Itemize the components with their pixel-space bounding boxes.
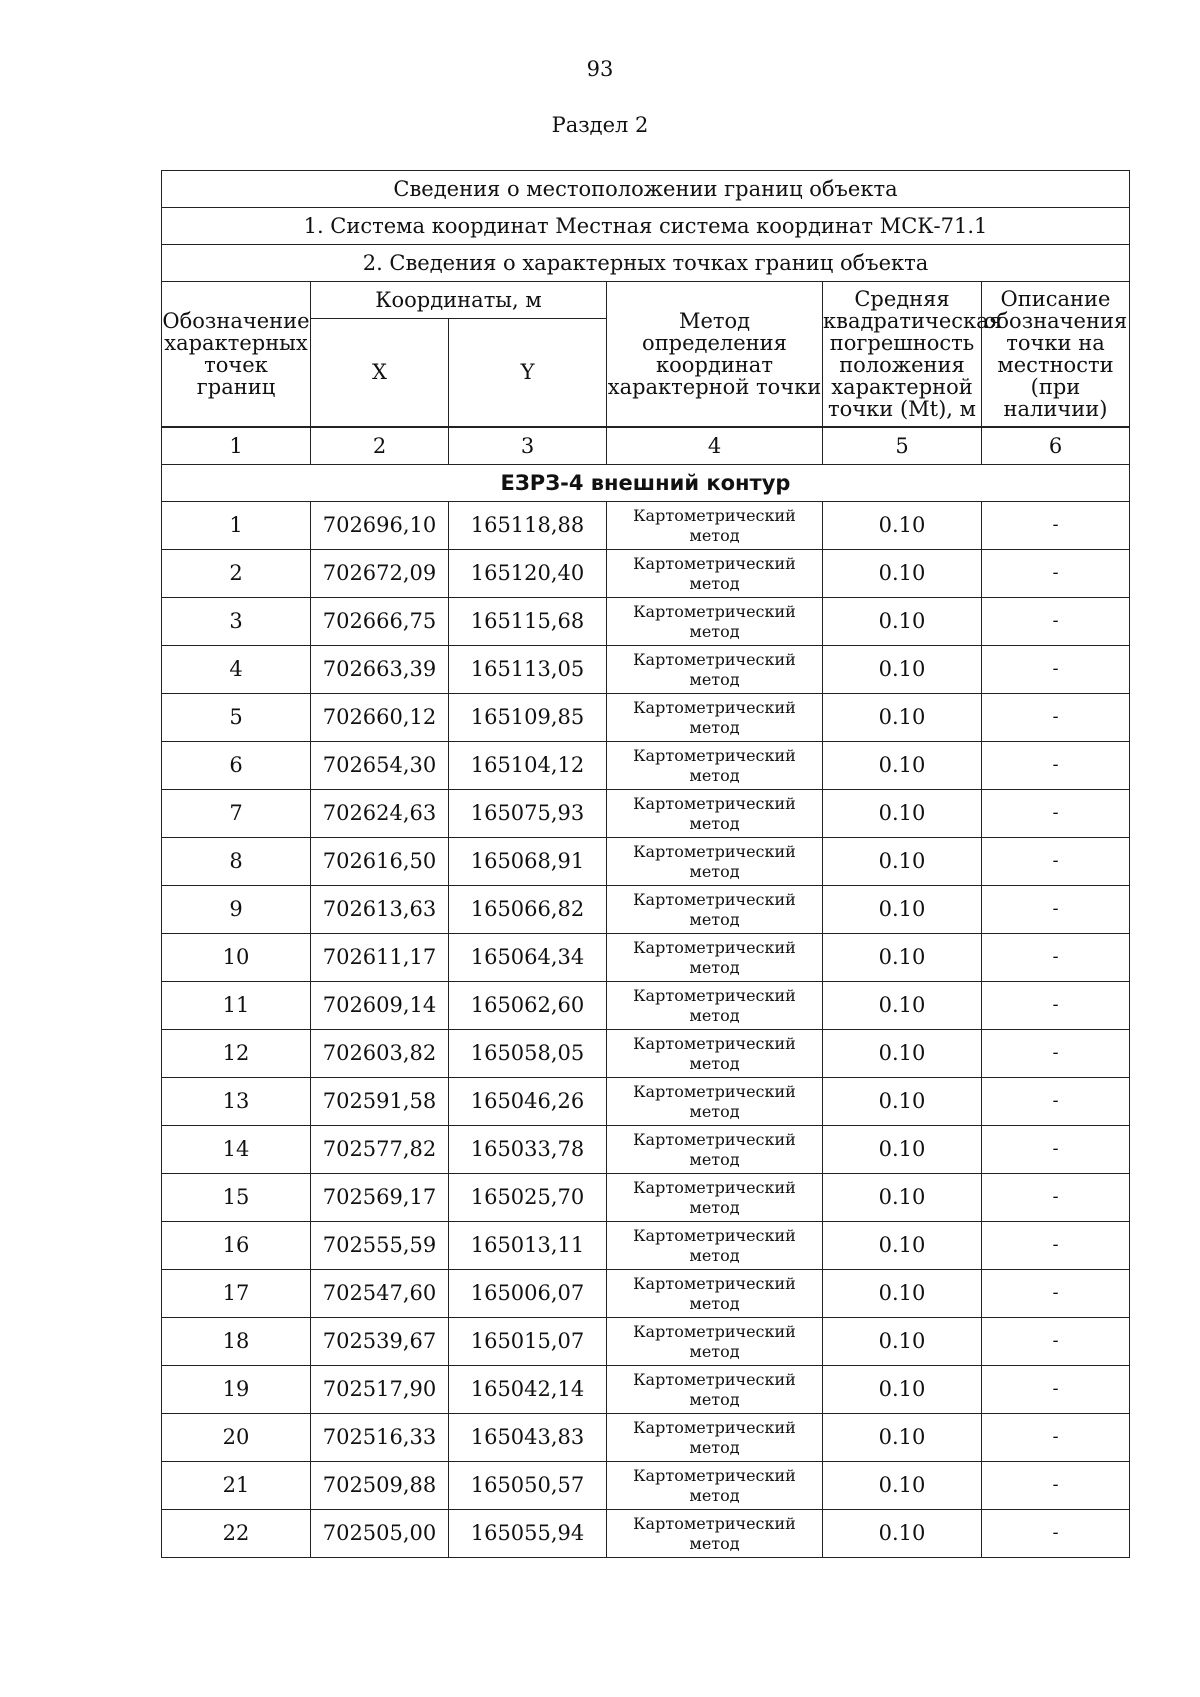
column-number: 4: [607, 428, 823, 465]
coord-y: 165075,93: [449, 790, 607, 838]
mean-error: 0.10: [823, 1222, 982, 1270]
col-error: Средняя квадратическая погрешность положения характерной точки (Mt), м: [823, 282, 982, 427]
method: Картометрический метод: [607, 1414, 823, 1462]
coord-x: 702666,75: [311, 598, 449, 646]
method: Картометрический метод: [607, 1510, 823, 1558]
header-coordinate-system: 1. Система координат Местная система координат МСК-71.1: [162, 208, 1130, 245]
description: -: [982, 790, 1130, 838]
method: Картометрический метод: [607, 598, 823, 646]
table-row: [162, 646, 1130, 694]
point-number: 18: [162, 1318, 311, 1366]
table-row: [162, 1510, 1130, 1558]
table-row: [162, 1126, 1130, 1174]
method: Картометрический метод: [607, 1462, 823, 1510]
coord-x: 702609,14: [311, 982, 449, 1030]
table-row: [162, 982, 1130, 1030]
coordinates-table: [161, 170, 1130, 1558]
coord-y: 165064,34: [449, 934, 607, 982]
description: -: [982, 1414, 1130, 1462]
coord-y: 165043,83: [449, 1414, 607, 1462]
header-location: Сведения о местоположении границ объекта: [162, 171, 1130, 208]
coord-x: 702603,82: [311, 1030, 449, 1078]
coord-x: 702539,67: [311, 1318, 449, 1366]
coord-x: 702509,88: [311, 1462, 449, 1510]
col-point-designation: Обозначение характерных точек границ: [162, 282, 311, 427]
description: -: [982, 1462, 1130, 1510]
coord-y: 165006,07: [449, 1270, 607, 1318]
description: -: [982, 1270, 1130, 1318]
point-number: 7: [162, 790, 311, 838]
table-row: [162, 1414, 1130, 1462]
description: -: [982, 1078, 1130, 1126]
point-number: 12: [162, 1030, 311, 1078]
point-number: 11: [162, 982, 311, 1030]
mean-error: 0.10: [823, 1270, 982, 1318]
method: Картометрический метод: [607, 982, 823, 1030]
method: Картометрический метод: [607, 1318, 823, 1366]
table-row: [162, 1366, 1130, 1414]
method: Картометрический метод: [607, 838, 823, 886]
coord-x: 702591,58: [311, 1078, 449, 1126]
mean-error: 0.10: [823, 550, 982, 598]
table-row: [162, 1222, 1130, 1270]
method: Картометрический метод: [607, 646, 823, 694]
description: -: [982, 694, 1130, 742]
method: Картометрический метод: [607, 1366, 823, 1414]
point-number: 10: [162, 934, 311, 982]
mean-error: 0.10: [823, 694, 982, 742]
mean-error: 0.10: [823, 1366, 982, 1414]
table-row: [162, 502, 1130, 550]
header-row-location: [162, 171, 1130, 208]
description: -: [982, 550, 1130, 598]
point-number: 8: [162, 838, 311, 886]
mean-error: 0.10: [823, 1078, 982, 1126]
coord-x: 702613,63: [311, 886, 449, 934]
col-method: Метод определения координат характерной точки: [607, 282, 823, 427]
coord-y: 165118,88: [449, 502, 607, 550]
table-row: [162, 1030, 1130, 1078]
description: -: [982, 1222, 1130, 1270]
coord-y: 165058,05: [449, 1030, 607, 1078]
header-row-points: [162, 245, 1130, 282]
method: Картометрический метод: [607, 742, 823, 790]
coord-y: 165013,11: [449, 1222, 607, 1270]
coord-y: 165042,14: [449, 1366, 607, 1414]
col-y: Y: [449, 319, 607, 427]
table-row: [162, 1462, 1130, 1510]
coord-x: 702547,60: [311, 1270, 449, 1318]
column-number: 6: [982, 428, 1130, 465]
mean-error: 0.10: [823, 934, 982, 982]
point-number: 9: [162, 886, 311, 934]
coord-y: 165113,05: [449, 646, 607, 694]
coord-x: 702516,33: [311, 1414, 449, 1462]
method: Картометрический метод: [607, 502, 823, 550]
method: Картометрический метод: [607, 886, 823, 934]
coord-x: 702624,63: [311, 790, 449, 838]
point-number: 5: [162, 694, 311, 742]
mean-error: 0.10: [823, 982, 982, 1030]
method: Картометрический метод: [607, 1030, 823, 1078]
mean-error: 0.10: [823, 1510, 982, 1558]
point-number: 16: [162, 1222, 311, 1270]
mean-error: 0.10: [823, 1174, 982, 1222]
method: Картометрический метод: [607, 1078, 823, 1126]
coord-x: 702569,17: [311, 1174, 449, 1222]
col-description: Описание обозначения точки на местности (при наличии): [982, 282, 1130, 427]
coord-y: 165046,26: [449, 1078, 607, 1126]
section-title: Раздел 2: [551, 113, 649, 137]
mean-error: 0.10: [823, 886, 982, 934]
table-row: [162, 934, 1130, 982]
coord-x: 702577,82: [311, 1126, 449, 1174]
coord-x: 702654,30: [311, 742, 449, 790]
table-row: [162, 1078, 1130, 1126]
col-x: X: [311, 319, 449, 427]
mean-error: 0.10: [823, 790, 982, 838]
table-row: [162, 1318, 1130, 1366]
coord-x: 702672,09: [311, 550, 449, 598]
mean-error: 0.10: [823, 646, 982, 694]
table-row: [162, 742, 1130, 790]
point-number: 3: [162, 598, 311, 646]
mean-error: 0.10: [823, 1462, 982, 1510]
coord-x: 702611,17: [311, 934, 449, 982]
table-row: [162, 1174, 1130, 1222]
point-number: 15: [162, 1174, 311, 1222]
coord-x: 702660,12: [311, 694, 449, 742]
table-row: [162, 1270, 1130, 1318]
col-coordinates: Координаты, м: [311, 282, 607, 319]
column-numbers-row: [162, 428, 1130, 465]
description: -: [982, 934, 1130, 982]
mean-error: 0.10: [823, 502, 982, 550]
mean-error: 0.10: [823, 838, 982, 886]
table-row: [162, 790, 1130, 838]
coord-y: 165066,82: [449, 886, 607, 934]
coord-y: 165115,68: [449, 598, 607, 646]
point-number: 22: [162, 1510, 311, 1558]
point-number: 6: [162, 742, 311, 790]
coord-y: 165109,85: [449, 694, 607, 742]
description: -: [982, 1174, 1130, 1222]
point-number: 2: [162, 550, 311, 598]
coord-y: 165068,91: [449, 838, 607, 886]
page-number: 93: [586, 57, 614, 81]
coord-y: 165033,78: [449, 1126, 607, 1174]
point-number: 19: [162, 1366, 311, 1414]
coord-y: 165062,60: [449, 982, 607, 1030]
coord-y: 165025,70: [449, 1174, 607, 1222]
mean-error: 0.10: [823, 742, 982, 790]
coord-y: 165055,94: [449, 1510, 607, 1558]
mean-error: 0.10: [823, 598, 982, 646]
header-row-coordinate-system: [162, 208, 1130, 245]
description: -: [982, 1510, 1130, 1558]
coord-x: 702505,00: [311, 1510, 449, 1558]
column-number: 5: [823, 428, 982, 465]
description: -: [982, 982, 1130, 1030]
point-number: 13: [162, 1078, 311, 1126]
coord-x: 702663,39: [311, 646, 449, 694]
column-number: 2: [311, 428, 449, 465]
table-row: [162, 838, 1130, 886]
header-points: 2. Сведения о характерных точках границ объекта: [162, 245, 1130, 282]
description: -: [982, 1366, 1130, 1414]
description: -: [982, 646, 1130, 694]
column-number: 1: [162, 428, 311, 465]
coord-x: 702517,90: [311, 1366, 449, 1414]
coord-y: 165104,12: [449, 742, 607, 790]
description: -: [982, 598, 1130, 646]
coord-y: 165015,07: [449, 1318, 607, 1366]
method: Картометрический метод: [607, 1270, 823, 1318]
mean-error: 0.10: [823, 1030, 982, 1078]
table-row: [162, 694, 1130, 742]
method: Картометрический метод: [607, 934, 823, 982]
point-number: 14: [162, 1126, 311, 1174]
mean-error: 0.10: [823, 1318, 982, 1366]
coord-x: 702555,59: [311, 1222, 449, 1270]
method: Картометрический метод: [607, 790, 823, 838]
description: -: [982, 502, 1130, 550]
table-row: [162, 886, 1130, 934]
column-number: 3: [449, 428, 607, 465]
coord-y: 165120,40: [449, 550, 607, 598]
description: -: [982, 1126, 1130, 1174]
contour-title: ЕЗРЗ-4 внешний контур: [162, 465, 1130, 502]
table-row: [162, 550, 1130, 598]
description: -: [982, 1318, 1130, 1366]
column-header-row-1: [162, 282, 1130, 319]
coord-x: 702696,10: [311, 502, 449, 550]
description: -: [982, 838, 1130, 886]
point-number: 17: [162, 1270, 311, 1318]
method: Картометрический метод: [607, 694, 823, 742]
point-number: 4: [162, 646, 311, 694]
description: -: [982, 886, 1130, 934]
point-number: 1: [162, 502, 311, 550]
coord-y: 165050,57: [449, 1462, 607, 1510]
mean-error: 0.10: [823, 1126, 982, 1174]
mean-error: 0.10: [823, 1414, 982, 1462]
method: Картометрический метод: [607, 550, 823, 598]
table-row: [162, 598, 1130, 646]
method: Картометрический метод: [607, 1174, 823, 1222]
method: Картометрический метод: [607, 1222, 823, 1270]
table-body: [162, 171, 1130, 1558]
description: -: [982, 1030, 1130, 1078]
method: Картометрический метод: [607, 1126, 823, 1174]
point-number: 21: [162, 1462, 311, 1510]
point-number: 20: [162, 1414, 311, 1462]
contour-title-row: [162, 465, 1130, 502]
coord-x: 702616,50: [311, 838, 449, 886]
description: -: [982, 742, 1130, 790]
